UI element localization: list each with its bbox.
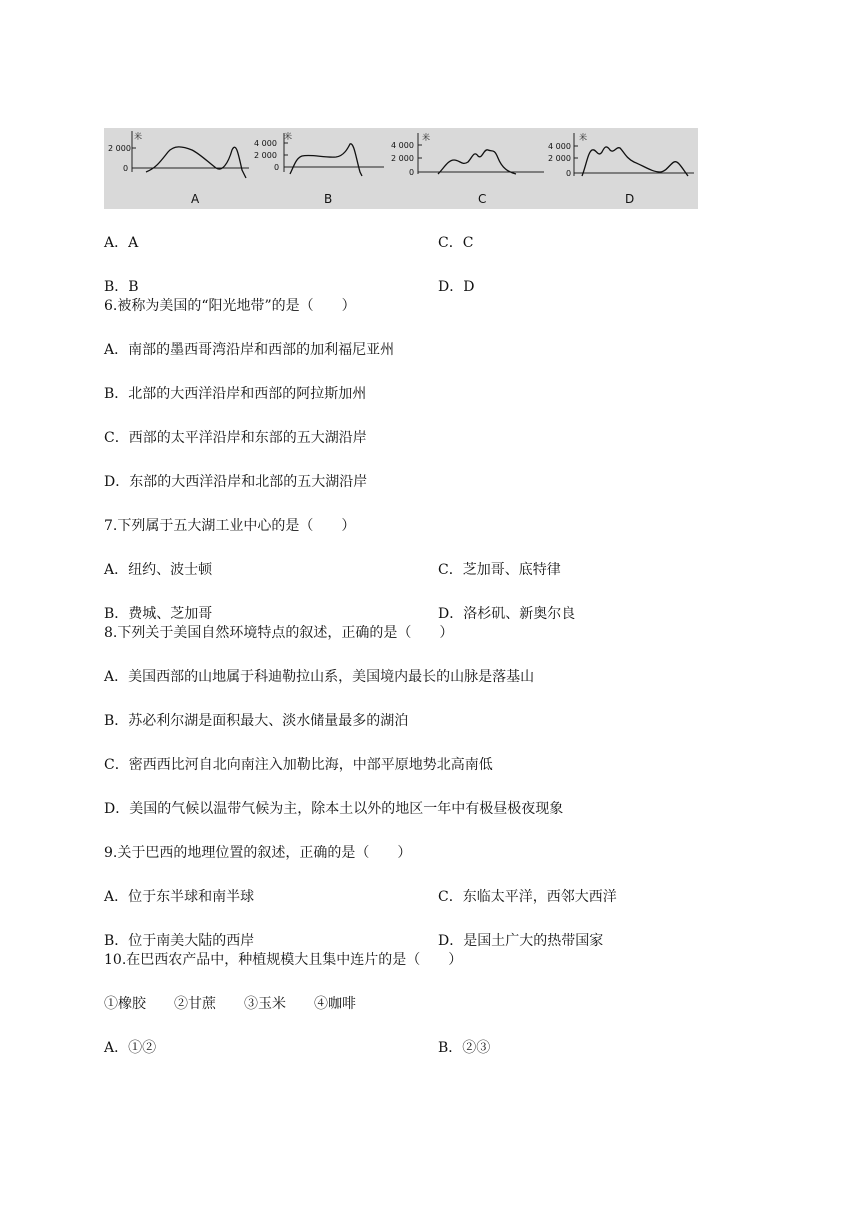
unit-label-d: 米 (579, 133, 587, 142)
q8-option-b[interactable]: B．苏必利尔湖是面积最大、淡水储量最多的湖泊 (104, 713, 409, 729)
q9-option-b[interactable]: B．位于南美大陆的西岸 (104, 933, 255, 949)
q5-option-d[interactable]: D．D (438, 279, 475, 295)
profile-d (548, 132, 694, 206)
profile-b (254, 131, 384, 206)
caption-a: A (191, 192, 200, 206)
tick-c-0: 0 (409, 168, 415, 177)
q9-option-d[interactable]: D．是国土广大的热带国家 (438, 933, 604, 949)
tick-c-2000: 2 000 (391, 154, 414, 163)
tick-c-4000: 4 000 (391, 141, 414, 150)
q5-option-c[interactable]: C．C (438, 235, 474, 251)
q5-option-a[interactable]: A．A (104, 235, 139, 251)
caption-d: D (625, 192, 635, 206)
tick-a-2000: 2 000 (108, 144, 131, 153)
q7-option-c[interactable]: C．芝加哥、底特律 (438, 562, 561, 578)
tick-b-4000: 4 000 (254, 139, 277, 148)
profile-line-d (582, 147, 688, 176)
tick-a-0: 0 (123, 164, 129, 173)
caption-b: B (324, 192, 333, 206)
profile-c (391, 132, 544, 206)
q7-option-b[interactable]: B．费城、芝加哥 (104, 606, 213, 622)
q10-option-b[interactable]: B．②③ (438, 1040, 491, 1056)
profile-line-a (146, 147, 246, 178)
unit-label-b: 米 (284, 132, 292, 141)
q10-option-a[interactable]: A．①② (104, 1040, 157, 1056)
tick-b-2000: 2 000 (254, 151, 277, 160)
q7-option-d[interactable]: D．洛杉矶、新奥尔良 (438, 606, 576, 622)
terrain-profile-figure (104, 128, 698, 209)
tick-d-0: 0 (566, 169, 572, 178)
tick-d-4000: 4 000 (548, 142, 571, 151)
q6-stem: 6.被称为美国的“阳光地带”的是（ ） (104, 298, 356, 314)
profile-line-c (438, 150, 516, 174)
q6-option-c[interactable]: C．西部的太平洋沿岸和东部的五大湖沿岸 (104, 430, 367, 446)
tick-d-2000: 2 000 (548, 154, 571, 163)
q8-option-c[interactable]: C．密西西比河自北向南注入加勒比海，中部平原地势北高南低 (104, 757, 493, 773)
q9-stem: 9.关于巴西的地理位置的叙述，正确的是（ ） (104, 845, 412, 861)
q9-option-c[interactable]: C．东临太平洋，西邻大西洋 (438, 889, 617, 905)
q8-option-d[interactable]: D．美国的气候以温带气候为主，除本土以外的地区一年中有极昼极夜现象 (104, 801, 564, 817)
tick-b-0: 0 (274, 163, 280, 172)
q7-option-a[interactable]: A．纽约、波士顿 (104, 562, 213, 578)
q10-items: ①橡胶 ②甘蔗 ③玉米 ④咖啡 (104, 996, 356, 1012)
q9-option-a[interactable]: A．位于东半球和南半球 (104, 889, 255, 905)
q6-option-b[interactable]: B．北部的大西洋沿岸和西部的阿拉斯加州 (104, 386, 367, 402)
profile-line-b (290, 144, 362, 176)
unit-label-a: 米 (134, 132, 142, 141)
profile-a (108, 131, 249, 206)
q6-option-d[interactable]: D．东部的大西洋沿岸和北部的五大湖沿岸 (104, 474, 368, 490)
q6-option-a[interactable]: A．南部的墨西哥湾沿岸和西部的加利福尼亚州 (104, 342, 395, 358)
q10-stem: 10.在巴西农产品中，种植规模大且集中连片的是（ ） (104, 952, 463, 968)
q7-stem: 7.下列属于五大湖工业中心的是（ ） (104, 518, 356, 534)
q5-option-b[interactable]: B．B (104, 279, 139, 295)
terrain-profiles-svg (104, 128, 698, 209)
q8-stem: 8.下列关于美国自然环境特点的叙述，正确的是（ ） (104, 625, 454, 641)
caption-c: C (478, 192, 487, 206)
unit-label-c: 米 (422, 133, 430, 142)
q8-option-a[interactable]: A．美国西部的山地属于科迪勒拉山系，美国境内最长的山脉是落基山 (104, 669, 535, 685)
